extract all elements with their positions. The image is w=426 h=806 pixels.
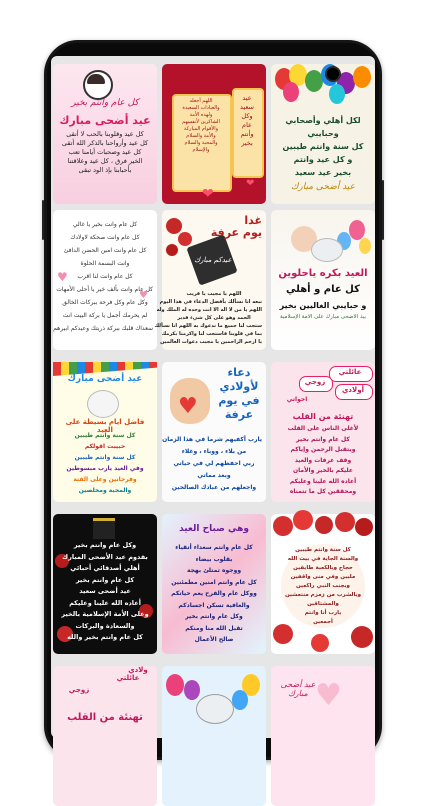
card-title: عيد أضحى مبارك [67,374,143,384]
greeting-card-tile[interactable] [271,362,375,502]
card-title: وهي صباح العيد [179,524,249,534]
greeting-card-tile[interactable] [162,514,266,654]
card-body-text: كل سنة وانتم طيبين والسنة الجاية في بيت الله حجاج وبالكعبة طايفين ملبين وفي منى واقفين وبجنب النبي راكعين وبالشرب من زمزم منتعشين والمشتاقين يارب أنا وانتم أجمعين [284,547,362,625]
card-title: عيد أضحى مبارك [59,114,151,127]
card-body-text: كل عيد وقلوبنا بالحب لا أنقى كل عيد وأرواحنا بالذكر الله أتقى كل عيد وصحبات أيامنا تعب الخير فرق ، كل عيد وعلاقتنا بأحبابنا بإذ الود تبقى [61,130,149,174]
greeting-card-tile[interactable] [154,210,266,350]
card-script-text: عيد أضحى مبارك [290,182,356,192]
greeting-card-tile[interactable] [271,64,375,204]
card-body-text: اللهم يا مجيب يا قريب نبعه انا نسألك بأفضل الدعاء في هذا اليوم اللهم يا من لا اله الا انت وحده له الملك وله الحمد وهو على كل شيء قدير ستجب لنا جميع ما ندعوك به اللهم انا نسألك بما في قلوبنا فاستجب لنا واكرمنا بكرمك يا ارحم الراحمين يا مجيب دعوات العالمين [154,291,262,345]
card-title-line-3: في يوم [218,394,260,407]
heart-icon: ❤ [202,186,214,202]
card-side-text: عيد سعيد وكل عام وأنتم بخير [240,94,254,147]
card-title-top: غدا [244,214,262,227]
card-body-text: كل عام وانت بخير يا غالي كل عام وانت صحكة لاولادك كل عام وانت امين الحضن الدافئ وانت البسمة الحلوة كل عام وانت لنا اقرب كل عام وانت بألف خير يا أحلى الأمهات وكل عام وكل فرحة ببركات الخالق لم يحرمك أجمل يا بركة البيت انت سعداك قلبك ببركة ذريتك وعيدكم ابيرهم [53,221,153,332]
card-script-text: كل عام وانتم بخير [71,98,139,108]
phone-power-button [382,180,384,240]
card-subtitle: فاضل ايام بسيطة على العيد [65,418,145,434]
card-body-text: كل سنة وانتم طيبين حبيبت اقولكم كل سنة وانتم طيبين وفي العيد يارب مبسوطين وفرحانين وعلى الفتة والمحبة ومخلصين [66,432,144,494]
app-screen [51,56,375,738]
card-body-text: يارب أكفيهم شرما في هذا الزمان من بلاء ، ووباء ، وغلاء ربي احفظهم لي في حياتي وبعد مماتي واجعلهم من عبادك الصالحين [162,436,262,491]
badge-husband: زوجي [68,686,90,694]
front-camera [325,66,341,82]
badge-family: عائلتي [338,368,362,376]
card-body-text: لأغلى الناس على القلب كل عام وانتم بخير ويتقبل الرحمن وإياكم وقف عرفات والعيد عليكم بالخير والأمان أعاده الله علينا وعليكم ومحققين كل ما تتمناه [287,425,359,495]
card-title: تهنئة من القلب [67,712,143,723]
greeting-card-tile[interactable] [53,210,157,350]
card-script-text: عيد أضحى مبارك [280,680,316,698]
sheep-illustration [311,238,343,262]
card-body-text: وكل عام وانتم بخير بقدوم عيد الأضحى المبارك أهلي أصدقائي أحبائي كل عام وانتم بخير عيد أضحى سعيد أعاده الله علينا وعليكم وعلى الأمة الإسلامية بالخير والسعادة والبركات كل عام وانتم بخير والله [61,541,149,641]
kaaba-illustration [93,518,115,539]
card-body-text: و حبايبي الغاليين بخير بيد الاضحى مبارك على الامة الإسلامية [279,301,367,320]
heart-icon: ♥ [57,270,68,284]
badge-husband: زوجي [304,378,326,386]
card-title: تهنئة من القلب [292,412,354,421]
card-body-text: كل عام وانتم سعداء أتقياء بقلوب بيضاء ووجوه تمتلئ بهجة كل عام وانتم امنين مطمئنين ووكل عام والفرح يعم حياتكم والعافية تسكن اجسادكم وكل عام وانتم بخير تقبل الله منا ومنكم صالح الأعمال [171,544,257,643]
card-title-line-2: لأولادي [219,380,259,393]
heart-icon: ♥ [139,290,148,301]
greeting-card-tile[interactable] [162,666,266,806]
greeting-card-tile[interactable] [162,362,266,502]
heart-icon: ❤ [246,178,255,189]
card-title-line-1: دعاء [227,366,251,379]
badge-siblings: اخواتي [286,396,308,403]
card-script-text: عيدكم مبارك [194,256,232,264]
greeting-card-tile[interactable] [53,666,157,806]
greeting-card-tile[interactable] [53,64,157,204]
greeting-card-tile[interactable] [271,514,375,654]
phone-volume-button [42,200,44,240]
greeting-card-tile[interactable] [53,362,157,502]
greeting-card-tile[interactable] [271,666,375,806]
card-title-line-4: عرفة [224,408,254,421]
heart-icon: ♥ [178,394,198,419]
card-subtitle: كل عام و أهلي [286,284,360,295]
sheep-illustration [87,390,119,418]
greeting-card-tile[interactable] [162,64,266,204]
badge-children: أولادي [342,386,364,394]
heart-icon: ♥ [315,678,342,713]
greeting-card-tile[interactable] [53,514,157,654]
badge-children: ولادي [128,666,148,674]
card-body-text: اللهم أجعله والعبادات السعيدة ولهذه الأمة الشاكرين لأنفسهم والأقوام المباركة والأمة والسلام والمحبة والسلام والإسلام [182,98,220,153]
badge-family: عائلتي [116,674,140,682]
greeting-card-tile[interactable] [271,210,375,350]
card-body-text: لكل أهلي وأصحابي وحبايبي كل سنة وانتم طيبين و كل عيد وانتم بخير عيد سعيد [282,116,364,177]
sheep-illustration [196,694,234,724]
card-title: العيد بكره ياحلوين [278,268,368,279]
card-title: يوم عرفة [210,226,262,239]
